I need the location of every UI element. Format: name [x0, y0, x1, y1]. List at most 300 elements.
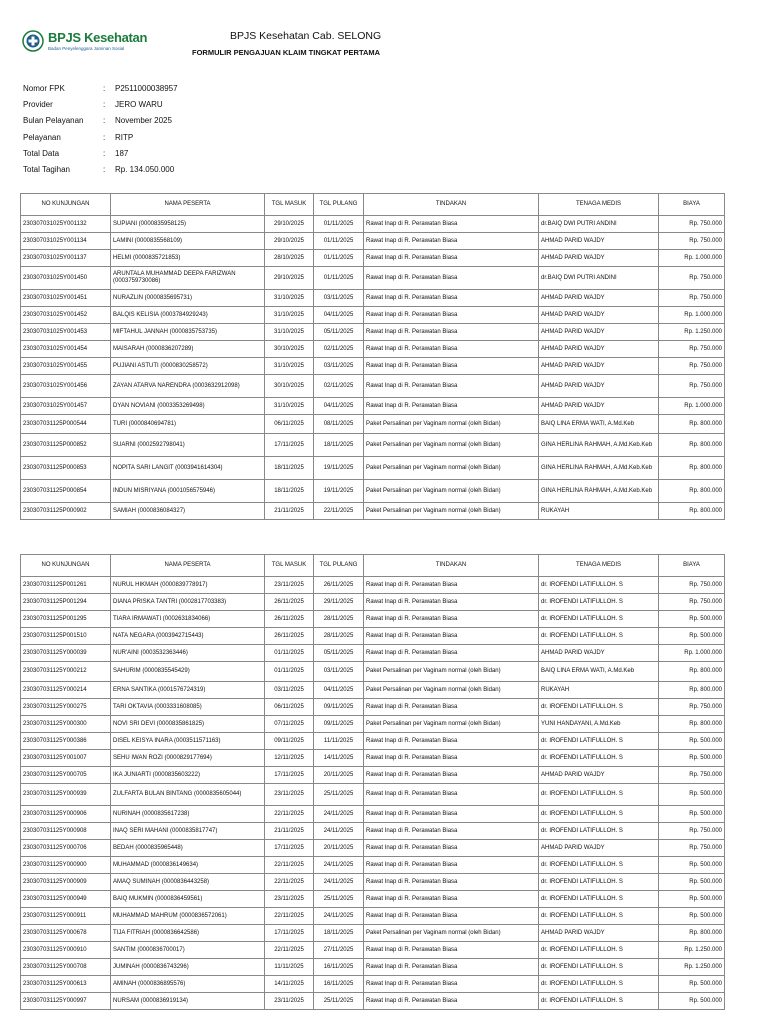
visit-number-cell: 230307031125Y000214 — [21, 682, 111, 699]
admit-date-cell: 22/11/2025 — [265, 874, 314, 891]
table-row — [21, 577, 725, 594]
table-row — [21, 645, 725, 662]
visit-number-cell: 230307031125Y000909 — [21, 874, 111, 891]
column-header: NAMA PESERTA — [111, 555, 265, 577]
admit-date-cell: 22/11/2025 — [265, 806, 314, 823]
table-row — [21, 823, 725, 840]
column-header: TGL MASUK — [265, 194, 314, 216]
admit-date-cell: 31/10/2025 — [265, 398, 314, 415]
summary-colon: : — [103, 148, 106, 158]
patient-name-cell: BALQIS KELISIA (0003784929243) — [111, 307, 265, 324]
visit-number-cell: 230307031125Y000939 — [21, 784, 111, 806]
visit-number-cell: 230307031025Y001134 — [21, 233, 111, 250]
discharge-date-cell: 08/11/2025 — [314, 415, 364, 434]
medical-staff-cell: dr. IROFENDI LATIFULLOH. S — [539, 857, 659, 874]
medical-staff-cell: dr. IROFENDI LATIFULLOH. S — [539, 942, 659, 959]
procedure-cell: Paket Persalinan per Vaginam normal (oleh Bidan) — [364, 682, 539, 699]
patient-name-cell: ZAYAN ATARVA NARENDRA (0003632912098) — [111, 375, 265, 398]
summary-row — [23, 129, 178, 145]
medical-staff-cell: BAIQ LINA ERMA WATI, A.Md.Keb — [539, 662, 659, 682]
cost-cell: Rp. 800.000 — [659, 662, 725, 682]
discharge-date-cell: 16/11/2025 — [314, 976, 364, 993]
cost-cell: Rp. 1.250.000 — [659, 942, 725, 959]
patient-name-cell: IKA JUNIARTI (0000835603222) — [111, 767, 265, 784]
cost-cell: Rp. 500.000 — [659, 806, 725, 823]
table-row — [21, 784, 725, 806]
medical-staff-cell: AHMAD PARID WAJDY — [539, 307, 659, 324]
medical-staff-cell: dr. IROFENDI LATIFULLOH. S — [539, 577, 659, 594]
visit-number-cell: 230307031025Y001453 — [21, 324, 111, 341]
discharge-date-cell: 20/11/2025 — [314, 840, 364, 857]
summary-row — [23, 80, 178, 96]
discharge-date-cell: 02/11/2025 — [314, 341, 364, 358]
table-row — [21, 942, 725, 959]
logo-subtitle: Badan Penyelenggara Jaminan Sosial — [48, 46, 125, 51]
medical-staff-cell: dr. IROFENDI LATIFULLOH. S — [539, 993, 659, 1010]
discharge-date-cell: 19/11/2025 — [314, 480, 364, 503]
discharge-date-cell: 09/11/2025 — [314, 699, 364, 716]
cost-cell: Rp. 500.000 — [659, 976, 725, 993]
summary-label: Bulan Pelayanan — [23, 116, 84, 126]
cost-cell: Rp. 500.000 — [659, 733, 725, 750]
medical-staff-cell: dr. IROFENDI LATIFULLOH. S — [539, 750, 659, 767]
procedure-cell: Rawat Inap di R. Perawatan Biasa — [364, 611, 539, 628]
admit-date-cell: 31/10/2025 — [265, 290, 314, 307]
cost-cell: Rp. 750.000 — [659, 341, 725, 358]
table-row — [21, 457, 725, 480]
procedure-cell: Rawat Inap di R. Perawatan Biasa — [364, 750, 539, 767]
visit-number-cell: 230307031125P001295 — [21, 611, 111, 628]
admit-date-cell: 17/11/2025 — [265, 840, 314, 857]
cost-cell: Rp. 750.000 — [659, 577, 725, 594]
bpjs-logo-icon — [22, 30, 44, 52]
procedure-cell: Paket Persalinan per Vaginam normal (oleh Bidan) — [364, 434, 539, 457]
patient-name-cell: MAISARAH (0000836207289) — [111, 341, 265, 358]
medical-staff-cell: AHMAD PARID WAJDY — [539, 233, 659, 250]
table-row — [21, 699, 725, 716]
procedure-cell: Paket Persalinan per Vaginam normal (oleh Bidan) — [364, 480, 539, 503]
admit-date-cell: 17/11/2025 — [265, 925, 314, 942]
patient-name-cell: SANTIM (0000836700017) — [111, 942, 265, 959]
cost-cell: Rp. 800.000 — [659, 925, 725, 942]
table-row — [21, 216, 725, 233]
cost-cell: Rp. 800.000 — [659, 480, 725, 503]
summary-value: 187 — [115, 148, 129, 158]
patient-name-cell: MUHAMMAD MAHRUM (0000836572061) — [111, 908, 265, 925]
table-row — [21, 415, 725, 434]
visit-number-cell: 230307031125Y000678 — [21, 925, 111, 942]
summary-row — [23, 113, 178, 129]
cost-cell: Rp. 500.000 — [659, 908, 725, 925]
table-row — [21, 434, 725, 457]
patient-name-cell: NURAZLIN (0000835695731) — [111, 290, 265, 307]
patient-name-cell: JUMINAH (0000836743296) — [111, 959, 265, 976]
medical-staff-cell: dr. IROFENDI LATIFULLOH. S — [539, 733, 659, 750]
admit-date-cell: 30/10/2025 — [265, 375, 314, 398]
visit-number-cell: 230307031025Y001452 — [21, 307, 111, 324]
visit-number-cell: 230307031125P001261 — [21, 577, 111, 594]
discharge-date-cell: 24/11/2025 — [314, 806, 364, 823]
patient-name-cell: SUARNI (0002592798041) — [111, 434, 265, 457]
claims-table-1 — [20, 193, 725, 520]
medical-staff-cell: AHMAD PARID WAJDY — [539, 290, 659, 307]
summary-label: Provider — [23, 99, 53, 109]
patient-name-cell: NURSAM (0000836919134) — [111, 993, 265, 1010]
procedure-cell: Rawat Inap di R. Perawatan Biasa — [364, 823, 539, 840]
procedure-cell: Rawat Inap di R. Perawatan Biasa — [364, 628, 539, 645]
patient-name-cell: TIARA IRMAWATI (0002631834066) — [111, 611, 265, 628]
column-header: BIAYA — [659, 555, 725, 577]
cost-cell: Rp. 750.000 — [659, 358, 725, 375]
procedure-cell: Rawat Inap di R. Perawatan Biasa — [364, 976, 539, 993]
table-row — [21, 908, 725, 925]
discharge-date-cell: 27/11/2025 — [314, 942, 364, 959]
discharge-date-cell: 19/11/2025 — [314, 457, 364, 480]
procedure-cell: Rawat Inap di R. Perawatan Biasa — [364, 767, 539, 784]
discharge-date-cell: 18/11/2025 — [314, 434, 364, 457]
visit-number-cell: 230307031025Y001450 — [21, 267, 111, 290]
visit-number-cell: 230307031125Y000906 — [21, 806, 111, 823]
visit-number-cell: 230307031125Y000900 — [21, 857, 111, 874]
logo-text: BPJS Kesehatan — [48, 30, 148, 45]
medical-staff-cell: AHMAD PARID WAJDY — [539, 250, 659, 267]
table-row — [21, 307, 725, 324]
discharge-date-cell: 18/11/2025 — [314, 925, 364, 942]
cost-cell: Rp. 750.000 — [659, 233, 725, 250]
admit-date-cell: 30/10/2025 — [265, 341, 314, 358]
medical-staff-cell: AHMAD PARID WAJDY — [539, 925, 659, 942]
visit-number-cell: 230307031125Y000910 — [21, 942, 111, 959]
visit-number-cell: 230307031125P000853 — [21, 457, 111, 480]
summary-value: RITP — [115, 132, 134, 142]
admit-date-cell: 07/11/2025 — [265, 716, 314, 733]
discharge-date-cell: 09/11/2025 — [314, 716, 364, 733]
patient-name-cell: SUPIANI (0000835958125) — [111, 216, 265, 233]
discharge-date-cell: 05/11/2025 — [314, 324, 364, 341]
admit-date-cell: 31/10/2025 — [265, 307, 314, 324]
visit-number-cell: 230307031025Y001132 — [21, 216, 111, 233]
medical-staff-cell: dr. IROFENDI LATIFULLOH. S — [539, 784, 659, 806]
table-row — [21, 750, 725, 767]
procedure-cell: Rawat Inap di R. Perawatan Biasa — [364, 375, 539, 398]
cost-cell: Rp. 750.000 — [659, 767, 725, 784]
discharge-date-cell: 20/11/2025 — [314, 767, 364, 784]
visit-number-cell: 230307031025Y001137 — [21, 250, 111, 267]
medical-staff-cell: GINA HERLINA RAHMAH, A.Md.Keb.Keb — [539, 480, 659, 503]
patient-name-cell: BAIQ MUKMIN (0000836459561) — [111, 891, 265, 908]
admit-date-cell: 22/11/2025 — [265, 942, 314, 959]
procedure-cell: Rawat Inap di R. Perawatan Biasa — [364, 216, 539, 233]
table-row — [21, 925, 725, 942]
table-row — [21, 806, 725, 823]
patient-name-cell: ZULFARTA BULAN BINTANG (0000835605044) — [111, 784, 265, 806]
column-header: NO KUNJUNGAN — [21, 555, 111, 577]
discharge-date-cell: 28/11/2025 — [314, 611, 364, 628]
admit-date-cell: 18/11/2025 — [265, 457, 314, 480]
discharge-date-cell: 25/11/2025 — [314, 784, 364, 806]
claim-summary — [23, 80, 178, 178]
summary-value: P2511000038957 — [115, 83, 178, 93]
patient-name-cell: DYAN NOVIANI (0003353269498) — [111, 398, 265, 415]
patient-name-cell: MUHAMMAD (0000836149634) — [111, 857, 265, 874]
admit-date-cell: 09/11/2025 — [265, 733, 314, 750]
procedure-cell: Rawat Inap di R. Perawatan Biasa — [364, 857, 539, 874]
visit-number-cell: 230307031125Y000039 — [21, 645, 111, 662]
visit-number-cell: 230307031125Y000705 — [21, 767, 111, 784]
procedure-cell: Paket Persalinan per Vaginam normal (oleh Bidan) — [364, 925, 539, 942]
table-row — [21, 358, 725, 375]
patient-name-cell: BEDAH (0000835965448) — [111, 840, 265, 857]
visit-number-cell: 230307031125P001510 — [21, 628, 111, 645]
cost-cell: Rp. 750.000 — [659, 267, 725, 290]
patient-name-cell: TIJA FITRIAH (0000836642586) — [111, 925, 265, 942]
visit-number-cell: 230307031125P000852 — [21, 434, 111, 457]
procedure-cell: Rawat Inap di R. Perawatan Biasa — [364, 307, 539, 324]
visit-number-cell: 230307031125Y000386 — [21, 733, 111, 750]
column-header: TGL PULANG — [314, 555, 364, 577]
column-header: BIAYA — [659, 194, 725, 216]
cost-cell: Rp. 750.000 — [659, 375, 725, 398]
procedure-cell: Rawat Inap di R. Perawatan Biasa — [364, 645, 539, 662]
cost-cell: Rp. 500.000 — [659, 857, 725, 874]
procedure-cell: Rawat Inap di R. Perawatan Biasa — [364, 959, 539, 976]
discharge-date-cell: 26/11/2025 — [314, 577, 364, 594]
discharge-date-cell: 01/11/2025 — [314, 250, 364, 267]
cost-cell: Rp. 1.250.000 — [659, 324, 725, 341]
discharge-date-cell: 01/11/2025 — [314, 216, 364, 233]
procedure-cell: Rawat Inap di R. Perawatan Biasa — [364, 594, 539, 611]
admit-date-cell: 29/10/2025 — [265, 216, 314, 233]
patient-name-cell: MIFTAHUL JANNAH (0000835753735) — [111, 324, 265, 341]
procedure-cell: Rawat Inap di R. Perawatan Biasa — [364, 806, 539, 823]
summary-value: Rp. 134.050.000 — [115, 165, 175, 175]
admit-date-cell: 11/11/2025 — [265, 959, 314, 976]
cost-cell: Rp. 750.000 — [659, 594, 725, 611]
discharge-date-cell: 24/11/2025 — [314, 908, 364, 925]
admit-date-cell: 22/11/2025 — [265, 857, 314, 874]
summary-label: Pelayanan — [23, 132, 61, 142]
medical-staff-cell: GINA HERLINA RAHMAH, A.Md.Keb.Keb — [539, 457, 659, 480]
procedure-cell: Rawat Inap di R. Perawatan Biasa — [364, 577, 539, 594]
admit-date-cell: 26/11/2025 — [265, 611, 314, 628]
procedure-cell: Rawat Inap di R. Perawatan Biasa — [364, 784, 539, 806]
medical-staff-cell: AHMAD PARID WAJDY — [539, 398, 659, 415]
discharge-date-cell: 11/11/2025 — [314, 733, 364, 750]
medical-staff-cell: dr. IROFENDI LATIFULLOH. S — [539, 823, 659, 840]
procedure-cell: Paket Persalinan per Vaginam normal (oleh Bidan) — [364, 457, 539, 480]
patient-name-cell: NOVI SRI DEVI (0000835861825) — [111, 716, 265, 733]
admit-date-cell: 26/11/2025 — [265, 594, 314, 611]
medical-staff-cell: dr. IROFENDI LATIFULLOH. S — [539, 976, 659, 993]
summary-row — [23, 145, 178, 161]
cost-cell: Rp. 800.000 — [659, 434, 725, 457]
cost-cell: Rp. 500.000 — [659, 784, 725, 806]
procedure-cell: Rawat Inap di R. Perawatan Biasa — [364, 874, 539, 891]
admit-date-cell: 21/11/2025 — [265, 503, 314, 520]
medical-staff-cell: YUNI HANDAYANI, A.Md.Keb — [539, 716, 659, 733]
summary-label: Nomor FPK — [23, 83, 65, 93]
medical-staff-cell: dr. IROFENDI LATIFULLOH. S — [539, 699, 659, 716]
table-row — [21, 250, 725, 267]
procedure-cell: Paket Persalinan per Vaginam normal (oleh Bidan) — [364, 662, 539, 682]
visit-number-cell: 230307031125Y000911 — [21, 908, 111, 925]
patient-name-cell: AMINAH (0000836895576) — [111, 976, 265, 993]
discharge-date-cell: 03/11/2025 — [314, 662, 364, 682]
patient-name-cell: LAMINI (0000835568109) — [111, 233, 265, 250]
procedure-cell: Rawat Inap di R. Perawatan Biasa — [364, 250, 539, 267]
table-row — [21, 716, 725, 733]
visit-number-cell: 230307031125Y000300 — [21, 716, 111, 733]
procedure-cell: Rawat Inap di R. Perawatan Biasa — [364, 398, 539, 415]
table-row — [21, 628, 725, 645]
patient-name-cell: SEHU IWAN ROZI (0000829177694) — [111, 750, 265, 767]
visit-number-cell: 230307031125Y000706 — [21, 840, 111, 857]
table-row — [21, 594, 725, 611]
table-row — [21, 341, 725, 358]
admit-date-cell: 26/11/2025 — [265, 628, 314, 645]
admit-date-cell: 06/11/2025 — [265, 415, 314, 434]
table-row — [21, 233, 725, 250]
cost-cell: Rp. 500.000 — [659, 750, 725, 767]
visit-number-cell: 230307031125P000854 — [21, 480, 111, 503]
admit-date-cell: 17/11/2025 — [265, 767, 314, 784]
admit-date-cell: 01/11/2025 — [265, 662, 314, 682]
patient-name-cell: AMAQ SUMINAH (0000836443258) — [111, 874, 265, 891]
visit-number-cell: 230307031025Y001456 — [21, 375, 111, 398]
column-header: TGL PULANG — [314, 194, 364, 216]
cost-cell: Rp. 800.000 — [659, 415, 725, 434]
cost-cell: Rp. 750.000 — [659, 823, 725, 840]
table-row — [21, 959, 725, 976]
column-header: TINDAKAN — [364, 194, 539, 216]
visit-number-cell: 230307031025Y001454 — [21, 341, 111, 358]
patient-name-cell: INDUN MISRIYANA (0001056575946) — [111, 480, 265, 503]
medical-staff-cell: AHMAD PARID WAJDY — [539, 358, 659, 375]
table-row — [21, 375, 725, 398]
visit-number-cell: 230307031125Y000708 — [21, 959, 111, 976]
discharge-date-cell: 04/11/2025 — [314, 398, 364, 415]
admit-date-cell: 03/11/2025 — [265, 682, 314, 699]
patient-name-cell: NATA NEGARA (0003942715443) — [111, 628, 265, 645]
visit-number-cell: 230307031125P000544 — [21, 415, 111, 434]
discharge-date-cell: 14/11/2025 — [314, 750, 364, 767]
visit-number-cell: 230307031125Y000275 — [21, 699, 111, 716]
admit-date-cell: 23/11/2025 — [265, 891, 314, 908]
discharge-date-cell: 25/11/2025 — [314, 891, 364, 908]
discharge-date-cell: 24/11/2025 — [314, 874, 364, 891]
patient-name-cell: ARUNTALA MUHAMMAD DEEPA FARIZWAN (0003759730086) — [111, 267, 265, 290]
patient-name-cell: NURINAH (0000835617238) — [111, 806, 265, 823]
discharge-date-cell: 22/11/2025 — [314, 503, 364, 520]
cost-cell: Rp. 750.000 — [659, 699, 725, 716]
summary-value: JERO WARU — [115, 99, 163, 109]
patient-name-cell: TARI OKTAVIA (0003331608085) — [111, 699, 265, 716]
procedure-cell: Paket Persalinan per Vaginam normal (oleh Bidan) — [364, 716, 539, 733]
discharge-date-cell: 04/11/2025 — [314, 682, 364, 699]
discharge-date-cell: 29/11/2025 — [314, 594, 364, 611]
admit-date-cell: 18/11/2025 — [265, 480, 314, 503]
visit-number-cell: 230307031125Y000613 — [21, 976, 111, 993]
medical-staff-cell: GINA HERLINA RAHMAH, A.Md.Keb.Keb — [539, 434, 659, 457]
admit-date-cell: 17/11/2025 — [265, 434, 314, 457]
visit-number-cell: 230307031125P001294 — [21, 594, 111, 611]
visit-number-cell: 230307031025Y001455 — [21, 358, 111, 375]
procedure-cell: Rawat Inap di R. Perawatan Biasa — [364, 733, 539, 750]
cost-cell: Rp. 500.000 — [659, 993, 725, 1010]
admit-date-cell: 31/10/2025 — [265, 324, 314, 341]
patient-name-cell: SAHURIM (0000835545429) — [111, 662, 265, 682]
cost-cell: Rp. 500.000 — [659, 874, 725, 891]
table-row — [21, 891, 725, 908]
visit-number-cell: 230307031125Y001007 — [21, 750, 111, 767]
medical-staff-cell: dr. IROFENDI LATIFULLOH. S — [539, 806, 659, 823]
table-row — [21, 398, 725, 415]
discharge-date-cell: 24/11/2025 — [314, 823, 364, 840]
procedure-cell: Paket Persalinan per Vaginam normal (oleh Bidan) — [364, 503, 539, 520]
medical-staff-cell: dr.BAIQ DWI PUTRI ANDINI — [539, 216, 659, 233]
medical-staff-cell: dr. IROFENDI LATIFULLOH. S — [539, 891, 659, 908]
procedure-cell: Rawat Inap di R. Perawatan Biasa — [364, 233, 539, 250]
visit-number-cell: 230307031125Y000997 — [21, 993, 111, 1010]
cost-cell: Rp. 1.250.000 — [659, 959, 725, 976]
medical-staff-cell: AHMAD PARID WAJDY — [539, 341, 659, 358]
patient-name-cell: SAMIAH (0000836084327) — [111, 503, 265, 520]
medical-staff-cell: AHMAD PARID WAJDY — [539, 324, 659, 341]
medical-staff-cell: dr. IROFENDI LATIFULLOH. S — [539, 959, 659, 976]
discharge-date-cell: 16/11/2025 — [314, 959, 364, 976]
procedure-cell: Rawat Inap di R. Perawatan Biasa — [364, 840, 539, 857]
table-row — [21, 662, 725, 682]
medical-staff-cell: RUKAYAH — [539, 503, 659, 520]
medical-staff-cell: dr. IROFENDI LATIFULLOH. S — [539, 908, 659, 925]
patient-name-cell: DIANA PRISKA TANTRI (0002817703383) — [111, 594, 265, 611]
patient-name-cell: DISEL KEISYA INARA (0003511571163) — [111, 733, 265, 750]
medical-staff-cell: dr.BAIQ DWI PUTRI ANDINI — [539, 267, 659, 290]
admit-date-cell: 23/11/2025 — [265, 784, 314, 806]
table-row — [21, 324, 725, 341]
column-header: NAMA PESERTA — [111, 194, 265, 216]
bpjs-logo — [22, 30, 147, 56]
discharge-date-cell: 03/11/2025 — [314, 358, 364, 375]
cost-cell: Rp. 500.000 — [659, 628, 725, 645]
procedure-cell: Rawat Inap di R. Perawatan Biasa — [364, 358, 539, 375]
procedure-cell: Rawat Inap di R. Perawatan Biasa — [364, 993, 539, 1010]
table-row — [21, 267, 725, 290]
patient-name-cell: NUR'AINI (0003532363446) — [111, 645, 265, 662]
discharge-date-cell: 24/11/2025 — [314, 857, 364, 874]
procedure-cell: Rawat Inap di R. Perawatan Biasa — [364, 324, 539, 341]
table-row — [21, 503, 725, 520]
admit-date-cell: 06/11/2025 — [265, 699, 314, 716]
discharge-date-cell: 04/11/2025 — [314, 307, 364, 324]
medical-staff-cell: RUKAYAH — [539, 682, 659, 699]
discharge-date-cell: 05/11/2025 — [314, 645, 364, 662]
visit-number-cell: 230307031025Y001457 — [21, 398, 111, 415]
admit-date-cell: 21/11/2025 — [265, 823, 314, 840]
medical-staff-cell: AHMAD PARID WAJDY — [539, 840, 659, 857]
admit-date-cell: 29/10/2025 — [265, 267, 314, 290]
summary-colon: : — [103, 132, 106, 142]
cost-cell: Rp. 750.000 — [659, 216, 725, 233]
table-row — [21, 480, 725, 503]
column-header: TENAGA MEDIS — [539, 194, 659, 216]
admit-date-cell: 14/11/2025 — [265, 976, 314, 993]
table-row — [21, 682, 725, 699]
cost-cell: Rp. 800.000 — [659, 682, 725, 699]
admit-date-cell: 23/11/2025 — [265, 993, 314, 1010]
visit-number-cell: 230307031125Y000908 — [21, 823, 111, 840]
medical-staff-cell: AHMAD PARID WAJDY — [539, 767, 659, 784]
